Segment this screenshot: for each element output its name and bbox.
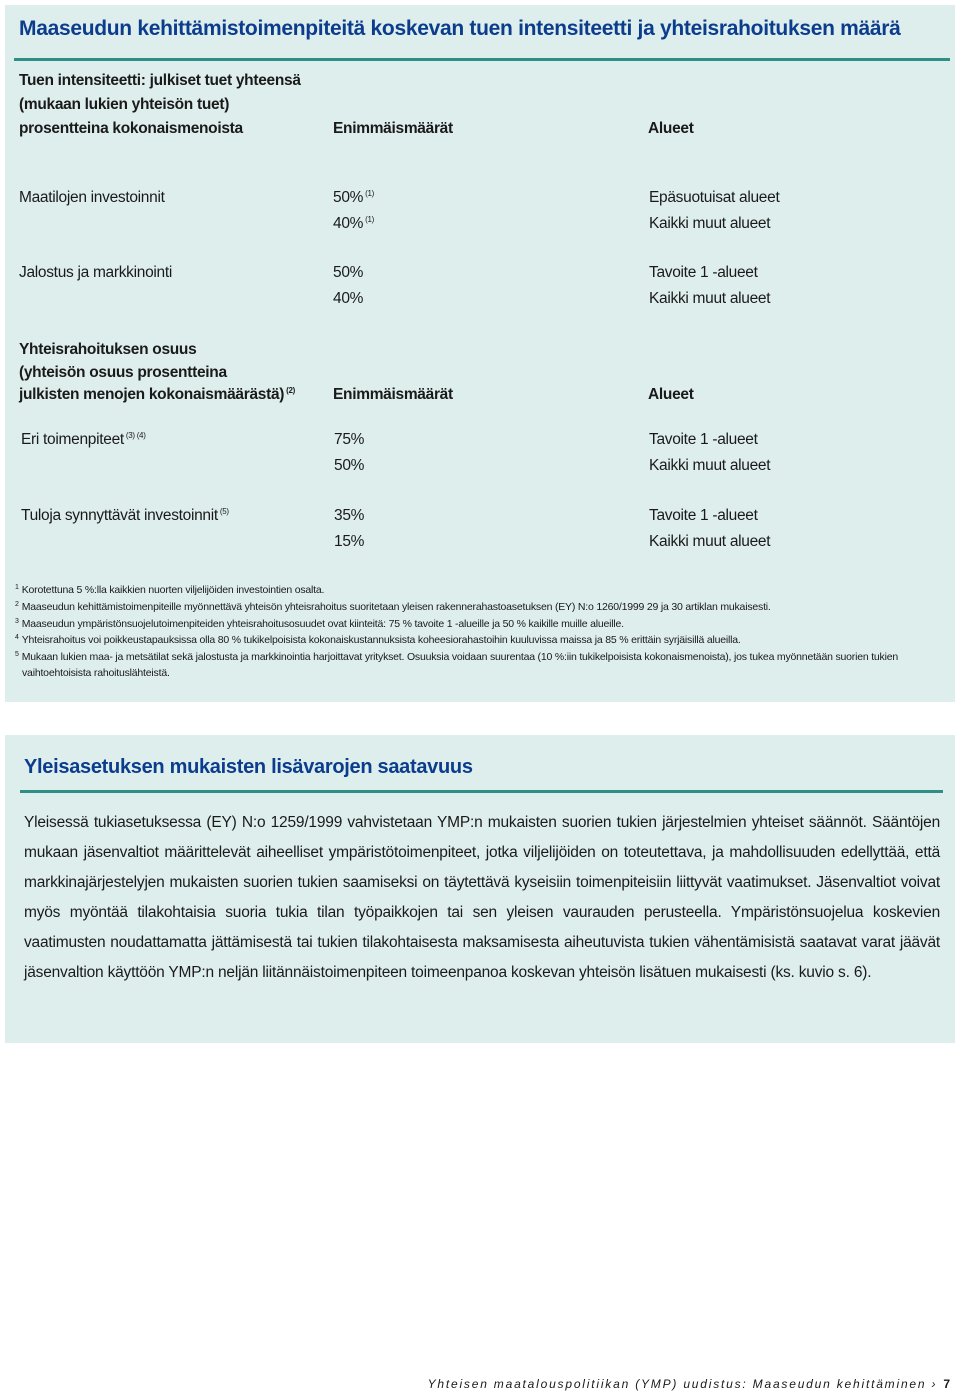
body-paragraph: Yleisessä tukiasetuksessa (EY) N:o 1259/1999 vahvistetaan YMP:n mukaisten suorien tukien järjestelmien yhteiset säännöt. Sääntöjen mukaan jäsenvaltiot määrittelevät aiheelliset ympäristötoimenpiteet, jotka viljelijöiden on toteutettava, ja mahdollisuuden edellyttää, että markkinajärjestelyjen mukaisten suorien tukien saamiseksi on täytettävä kyseisiin toimenpiteisiin liittyvät vaatimukset. Jäsenvaltiot voivat myös myöntää tilakohtaisia suoria tukia tilan työpaikkojen tai sen yleisen vaurauden perusteella. Ympäristönsuojelua koskevien vaatimusten noudattamatta jättämisestä tai tukien tilakohtaisesta maksamisesta aiheutuvista tukien vähentämisistä saatavat varat jäävät jäsenvaltion käyttöön YMP:n neljän liitännäistoimenpiteen toimeenpanoa koskevan yhteisön lisätuen mukaisesti (ks. kuvio s. 6).: [24, 814, 940, 981]
section1-col-max-header: Enimmäismäärät: [333, 120, 453, 137]
section2-col-areas-header: Alueet: [648, 386, 694, 403]
row-value: 35%: [334, 507, 365, 524]
row-label-various-measures: Eri toimenpiteet $^{(3) (4)}$: [21, 431, 146, 449]
row-value: 75%: [334, 431, 365, 448]
footnote: $^4$ Yhteisrahoitus voi poikkeustapauksissa olla 80 % tukikelpoisista kokonaiskustannuksista koheesiorahastoihin kuuluvissa maissa ja 85 % erittäin syrjäisillä alueilla.: [15, 634, 741, 646]
footnote: $^1$ Korotettuna 5 %:lla kaikkien nuorten viljelijöiden investointien osalta.: [15, 584, 325, 596]
row-area: Kaikki muut alueet: [649, 457, 771, 474]
title-divider: [20, 790, 943, 793]
footnote: $^5$ Mukaan lukien maa- ja metsätilat sekä jalostusta ja markkinointia harjoittavat yritykset. Osuuksia voidaan suurentaa (10 %:iin tukikelpoisista kokonaismenoista), jos tukea myönnetään suorien tukien: [15, 651, 899, 663]
row-label-revenue-investments: Tuloja synnyttävät investoinnit $^{(5)}$: [21, 507, 229, 525]
page-number: 7: [943, 1377, 950, 1391]
page-footer: [428, 1377, 950, 1391]
row-area: Tavoite 1 -alueet: [649, 431, 758, 448]
section2-header-line1: Yhteisrahoituksen osuus: [19, 341, 197, 358]
footnote: $^3$ Maaseudun ympäristönsuojelutoimenpiteiden yhteisrahoitusosuudet ovat kiinteitä: 75 % tavoite 1 -alueille ja 50 % kaikille muille alueille.: [15, 618, 624, 630]
section2-header-line2: (yhteisön osuus prosentteina: [19, 364, 227, 381]
row-value: 40% $^{(1)}$: [333, 215, 375, 233]
row-area: Epäsuotuisat alueet: [649, 189, 780, 206]
row-value: 50% $^{(1)}$: [333, 189, 375, 207]
row-value: 50%: [334, 457, 365, 474]
panel-title: Yleisasetuksen mukaisten lisävarojen saatavuus: [24, 756, 473, 778]
row-label-farm-investments: Maatilojen investoinnit: [19, 189, 165, 206]
footnote-continuation: vaihtoehtoisista rahoituslähteistä.: [22, 667, 170, 679]
chevron-right-icon: ›: [931, 1377, 938, 1391]
row-area: Kaikki muut alueet: [649, 290, 771, 307]
section1-col-areas-header: Alueet: [648, 120, 694, 137]
row-area: Tavoite 1 -alueet: [649, 507, 758, 524]
row-area: Kaikki muut alueet: [649, 533, 771, 550]
section2-header-line3: julkisten menojen kokonaismäärästä) $^{(2)}$: [19, 386, 296, 404]
section1-header-line2: (mukaan lukien yhteisön tuet): [19, 96, 230, 113]
row-value: 15%: [334, 533, 365, 550]
title-divider: [14, 58, 950, 61]
section1-header-line3: prosentteina kokonaismenoista: [19, 120, 243, 137]
row-value: 40%: [333, 290, 364, 307]
row-label-processing-marketing: Jalostus ja markkinointi: [19, 264, 173, 281]
footer-title: Yhteisen maatalouspolitiikan (YMP) uudistus: Maaseudun kehittäminen: [427, 1377, 927, 1391]
row-area: Tavoite 1 -alueet: [649, 264, 758, 281]
section1-header-line1: Tuen intensiteetti: julkiset tuet yhteensä: [19, 72, 301, 89]
panel-title: Maaseudun kehittämistoimenpiteitä koskevan tuen intensiteetti ja yhteisrahoituksen määrä: [19, 17, 901, 40]
row-area: Kaikki muut alueet: [649, 215, 771, 232]
section2-col-max-header: Enimmäismäärät: [333, 386, 453, 403]
footnote: $^2$ Maaseudun kehittämistoimenpiteille myönnettävä yhteisön yhteisrahoitus suoritetaan yleisen rakennerahastoasetuksen (EY) N:o 1260/1999 29 ja 30 artiklan mukaisesti.: [15, 601, 771, 613]
row-value: 50%: [333, 264, 364, 281]
